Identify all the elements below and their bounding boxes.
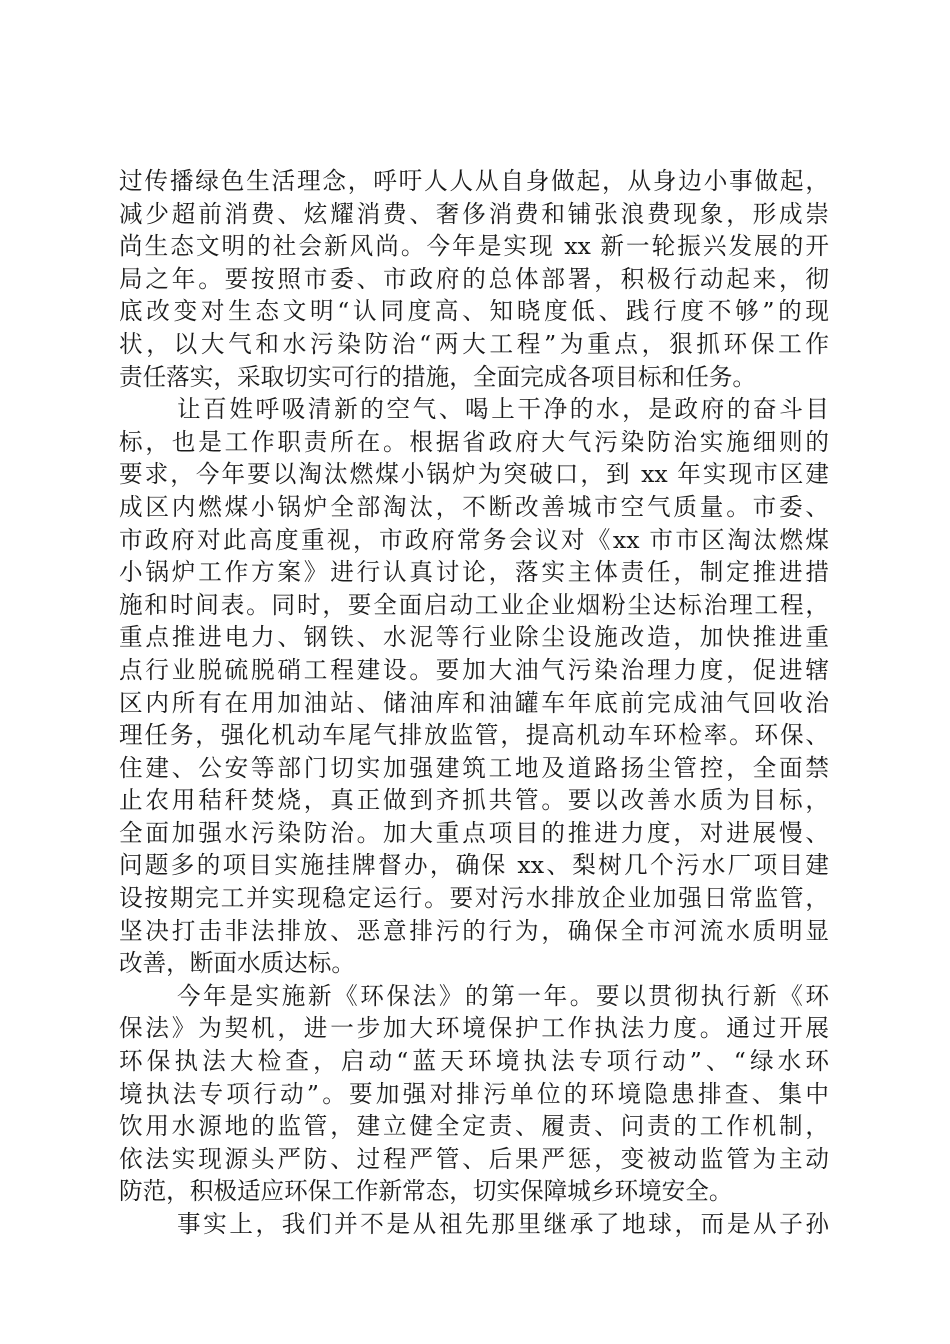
text-line: 点行业脱硫脱硝工程建设。要加大油气污染治理力度，促进辖 bbox=[119, 655, 829, 684]
text-line: 止农用秸秆焚烧，真正做到齐抓共管。要以改善水质为目标， bbox=[119, 786, 829, 815]
text-line: 区内所有在用加油站、储油库和油罐车年底前完成油气回收治 bbox=[119, 688, 829, 717]
text-line: 理任务，强化机动车尾气排放监管，提高机动车环检率。环保、 bbox=[119, 721, 829, 750]
text-line: 全面加强水污染防治。加大重点项目的推进力度，对进展慢、 bbox=[119, 818, 829, 847]
text-line: 防范，积极适应环保工作新常态，切实保障城乡环境安全。 bbox=[119, 1177, 733, 1206]
text-line: 要求，今年要以淘汰燃煤小锅炉为突破口，到 xx 年实现市区建 bbox=[119, 460, 829, 489]
text-line: 市政府对此高度重视，市政府常务会议对《xx 市市区淘汰燃煤 bbox=[119, 525, 829, 554]
text-line: 状，以大气和水污染防治“两大工程”为重点，狠抓环保工作 bbox=[119, 329, 829, 358]
text-line: 减少超前消费、炫耀消费、奢侈消费和铺张浪费现象，形成崇 bbox=[119, 199, 829, 228]
text-line: 境执法专项行动”。要加强对排污单位的环境隐患排查、集中 bbox=[119, 1079, 829, 1108]
text-line: 环保执法大检查，启动“蓝天环境执法专项行动”、“绿水环 bbox=[119, 1047, 829, 1076]
text-line: 坚决打击非法排放、恶意排污的行为，确保全市河流水质明显 bbox=[119, 916, 829, 945]
text-line: 事实上，我们并不是从祖先那里继承了地球，而是从子孙 bbox=[177, 1210, 829, 1238]
text-line: 过传播绿色生活理念，呼吁人人从自身做起，从身边小事做起， bbox=[119, 167, 829, 195]
text-line: 小锅炉工作方案》进行认真讨论，落实主体责任，制定推进措 bbox=[119, 558, 829, 587]
text-line: 让百姓呼吸清新的空气、喝上干净的水，是政府的奋斗目 bbox=[177, 395, 829, 424]
text-line: 设按期完工并实现稳定运行。要对污水排放企业加强日常监管， bbox=[119, 884, 829, 913]
text-line: 重点推进电力、钢铁、水泥等行业除尘设施改造，加快推进重 bbox=[119, 623, 829, 652]
text-line: 保法》为契机，进一步加大环境保护工作执法力度。通过开展 bbox=[119, 1014, 829, 1043]
text-line: 责任落实，采取切实可行的措施，全面完成各项目标和任务。 bbox=[119, 362, 757, 391]
text-line: 依法实现源头严防、过程严管、后果严惩，变被动监管为主动 bbox=[119, 1144, 829, 1173]
body-text bbox=[119, 165, 829, 1241]
text-line: 尚生态文明的社会新风尚。今年是实现 xx 新一轮振兴发展的开 bbox=[119, 232, 829, 261]
text-line: 住建、公安等部门切实加强建筑工地及道路扬尘管控，全面禁 bbox=[119, 753, 829, 782]
text-line: 局之年。要按照市委、市政府的总体部署，积极行动起来，彻 bbox=[119, 264, 829, 293]
text-line: 施和时间表。同时，要全面启动工业企业烟粉尘达标治理工程， bbox=[119, 590, 829, 619]
text-line: 问题多的项目实施挂牌督办，确保 xx、梨树几个污水厂项目建 bbox=[119, 851, 829, 880]
text-line: 今年是实施新《环保法》的第一年。要以贯彻执行新《环 bbox=[177, 981, 829, 1010]
text-line: 成区内燃煤小锅炉全部淘汰，不断改善城市空气质量。市委、 bbox=[119, 492, 829, 521]
text-line: 标，也是工作职责所在。根据省政府大气污染防治实施细则的 bbox=[119, 427, 829, 456]
text-line: 底改变对生态文明“认同度高、知晓度低、践行度不够”的现 bbox=[119, 297, 829, 326]
text-line: 改善，断面水质达标。 bbox=[119, 949, 355, 978]
text-line: 饮用水源地的监管，建立健全定责、履责、问责的工作机制， bbox=[119, 1112, 829, 1141]
